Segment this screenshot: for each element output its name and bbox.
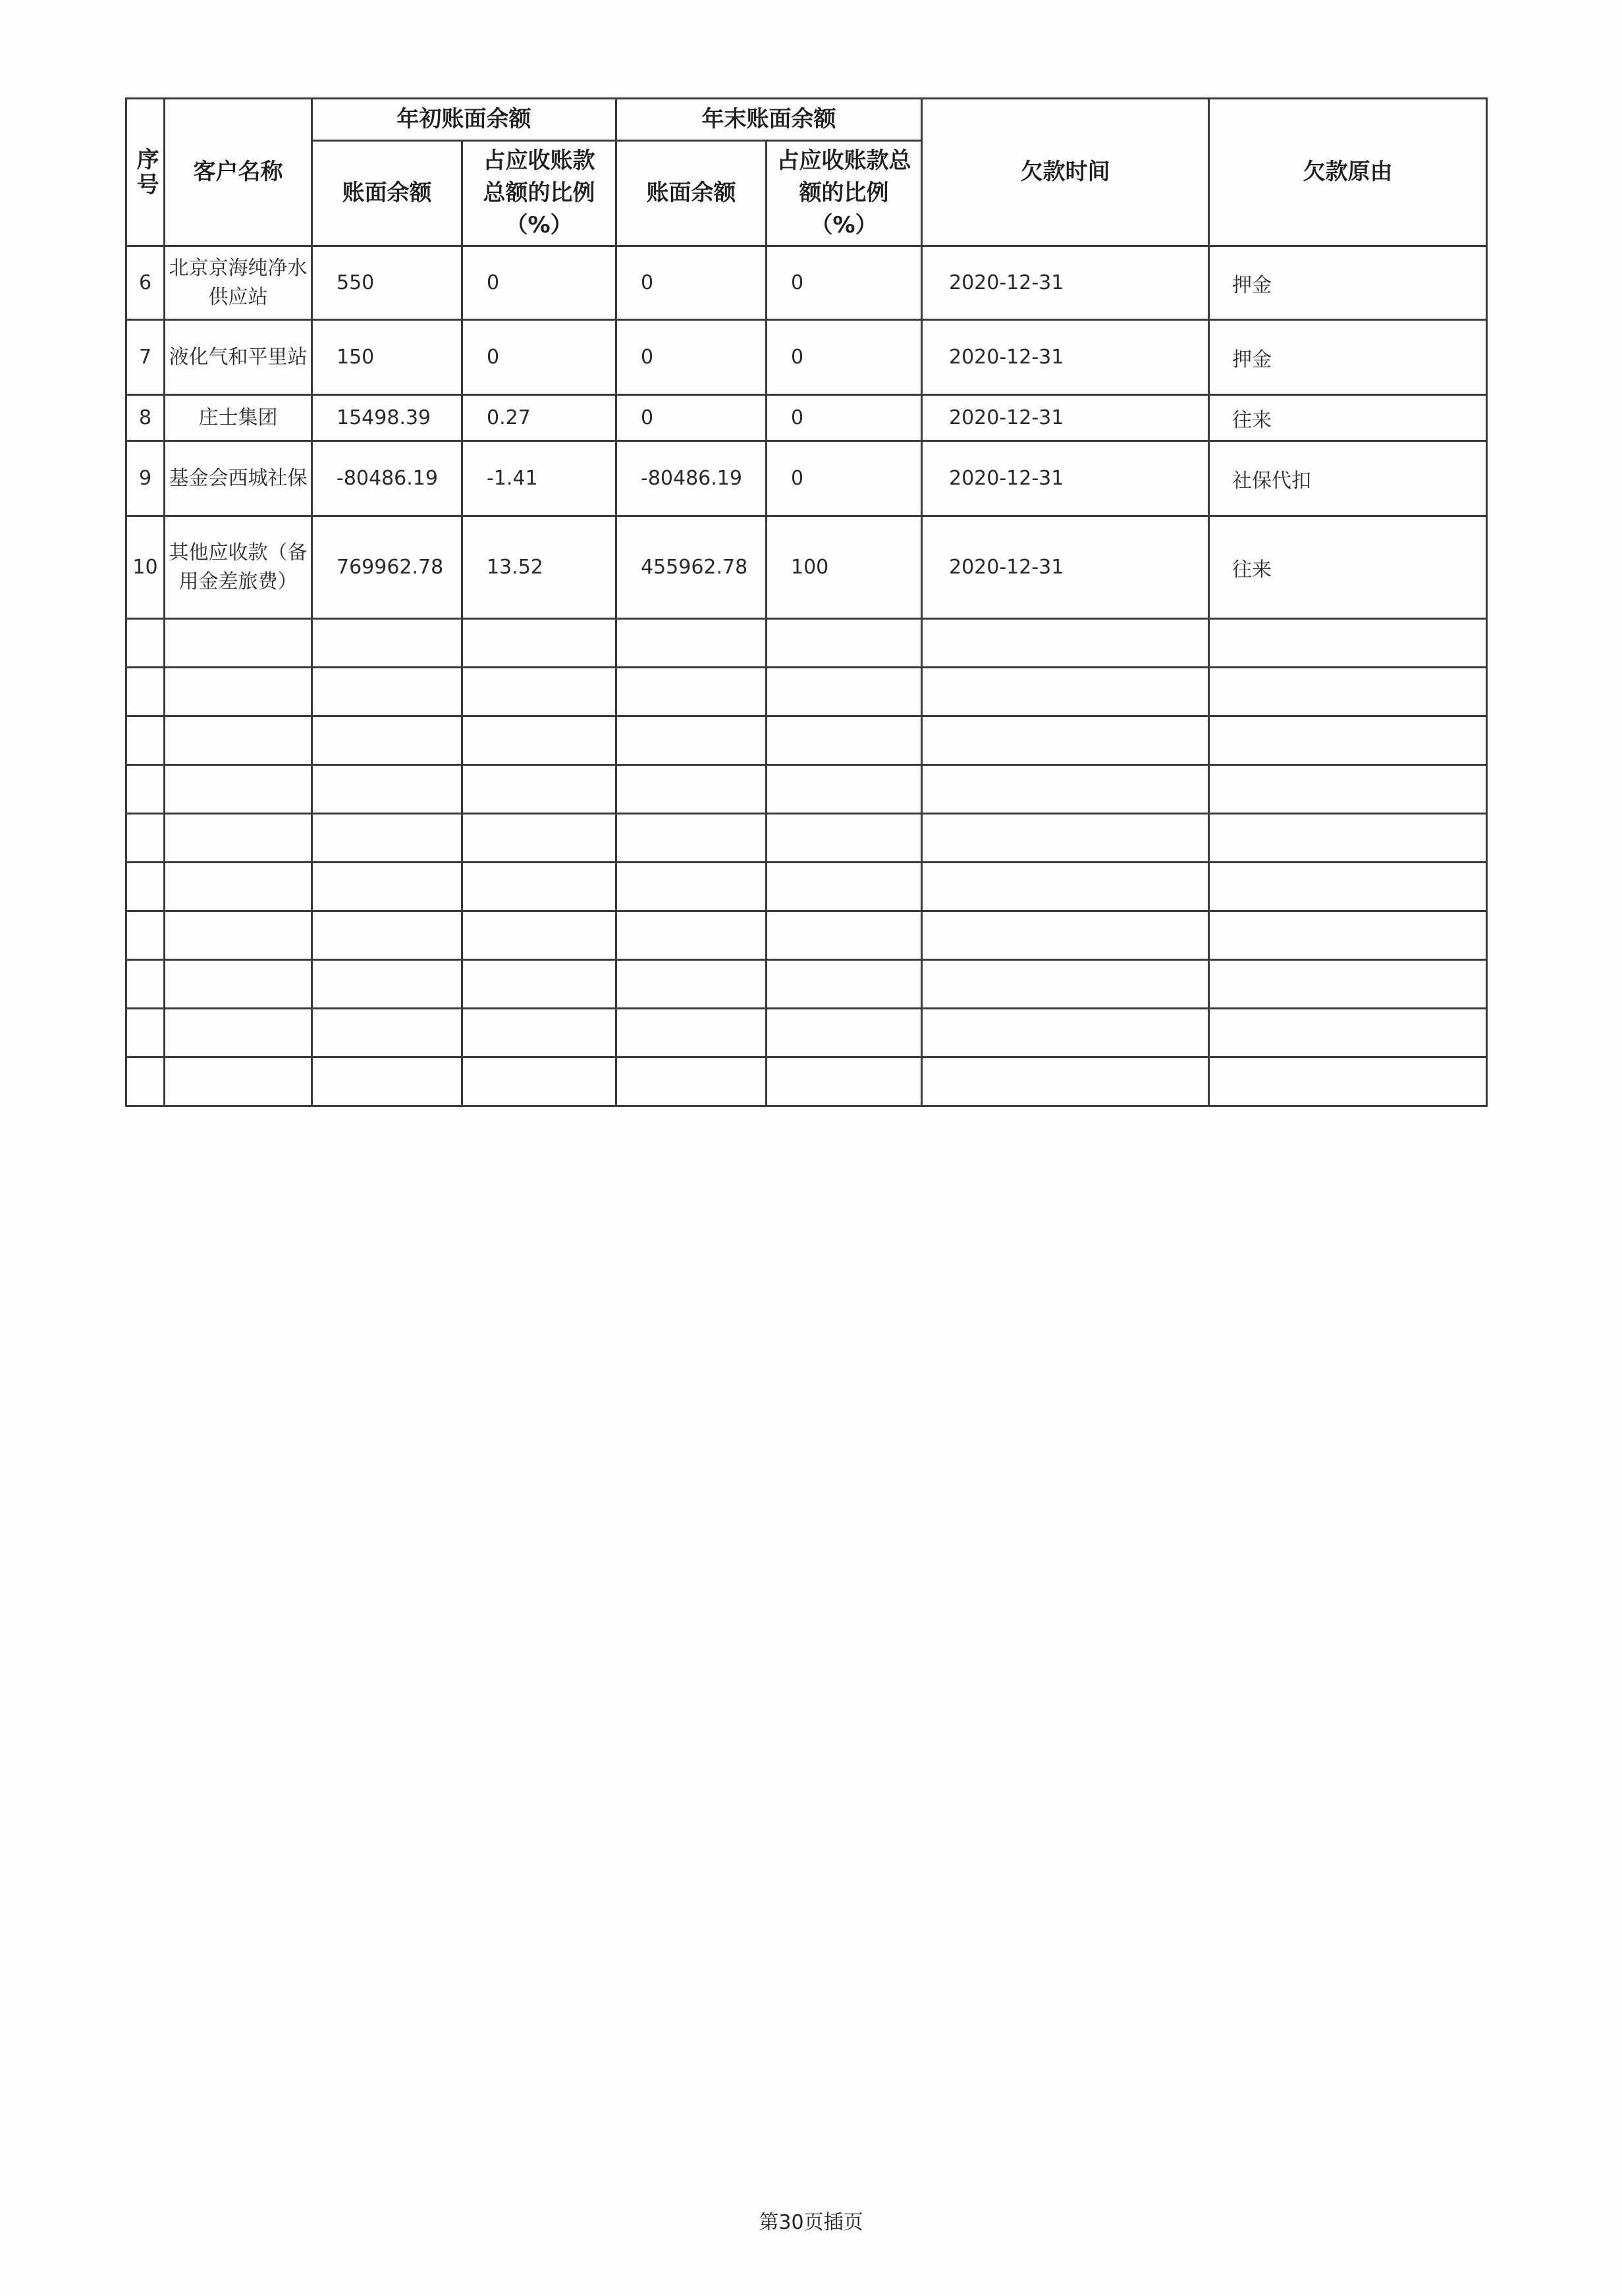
header-end-ratio: 占应收账款总额的比例（%）: [767, 141, 922, 246]
row-begin-ratio: 0: [462, 320, 616, 395]
row-begin-ratio: -1.41: [462, 441, 616, 516]
header-begin-balance: 账面余额: [312, 141, 462, 246]
row-reason: 押金: [1209, 246, 1487, 320]
empty-row: [126, 1057, 1487, 1106]
empty-row: [126, 960, 1487, 1009]
table-row: [126, 320, 1487, 395]
row-no: 7: [126, 320, 165, 395]
row-no: 6: [126, 246, 165, 320]
row-end-ratio: 0: [767, 395, 922, 441]
receivables-table: [125, 97, 1488, 1107]
row-begin-balance: 769962.78: [312, 516, 462, 619]
page-footer: 第30页插页: [759, 2211, 863, 2234]
row-begin-ratio: 0: [462, 246, 616, 320]
row-begin-ratio: 13.52: [462, 516, 616, 619]
row-reason: 往来: [1209, 516, 1487, 619]
header-reason: 欠款原由: [1209, 99, 1487, 246]
row-customer: 其他应收款（备用金差旅费）: [165, 516, 312, 619]
table-row: [126, 395, 1487, 441]
empty-row: [126, 765, 1487, 814]
header-begin-ratio: 占应收账款总额的比例（%）: [462, 141, 616, 246]
row-no: 10: [126, 516, 165, 619]
empty-row: [126, 863, 1487, 911]
row-end-ratio: 100: [767, 516, 922, 619]
row-end-ratio: 0: [767, 320, 922, 395]
header-no: 序号: [126, 99, 165, 246]
row-date: 2020-12-31: [922, 246, 1209, 320]
table-row: [126, 246, 1487, 320]
empty-row: [126, 716, 1487, 765]
row-customer: 庄士集团: [165, 395, 312, 441]
row-date: 2020-12-31: [922, 441, 1209, 516]
header-customer: 客户名称: [165, 99, 312, 246]
row-date: 2020-12-31: [922, 395, 1209, 441]
row-customer: 基金会西城社保: [165, 441, 312, 516]
header-end-balance: 账面余额: [616, 141, 767, 246]
row-begin-balance: 15498.39: [312, 395, 462, 441]
row-date: 2020-12-31: [922, 320, 1209, 395]
row-end-balance: -80486.19: [616, 441, 767, 516]
row-reason: 往来: [1209, 395, 1487, 441]
row-no: 8: [126, 395, 165, 441]
row-end-balance: 455962.78: [616, 516, 767, 619]
row-customer: 北京京海纯净水供应站: [165, 246, 312, 320]
row-customer: 液化气和平里站: [165, 320, 312, 395]
empty-row: [126, 814, 1487, 863]
row-reason: 社保代扣: [1209, 441, 1487, 516]
row-end-balance: 0: [616, 246, 767, 320]
table-row: [126, 441, 1487, 516]
header-begin-group: 年初账面余额: [312, 99, 616, 141]
row-begin-ratio: 0.27: [462, 395, 616, 441]
row-reason: 押金: [1209, 320, 1487, 395]
row-date: 2020-12-31: [922, 516, 1209, 619]
header-row-1: [126, 99, 1487, 141]
header-date: 欠款时间: [922, 99, 1209, 246]
row-no: 9: [126, 441, 165, 516]
empty-row: [126, 619, 1487, 668]
empty-row: [126, 668, 1487, 716]
table-row: [126, 516, 1487, 619]
empty-row: [126, 911, 1487, 960]
row-end-balance: 0: [616, 395, 767, 441]
row-begin-balance: 550: [312, 246, 462, 320]
row-begin-balance: 150: [312, 320, 462, 395]
row-begin-balance: -80486.19: [312, 441, 462, 516]
empty-row: [126, 1009, 1487, 1057]
row-end-ratio: 0: [767, 246, 922, 320]
row-end-balance: 0: [616, 320, 767, 395]
row-end-ratio: 0: [767, 441, 922, 516]
header-end-group: 年末账面余额: [616, 99, 922, 141]
